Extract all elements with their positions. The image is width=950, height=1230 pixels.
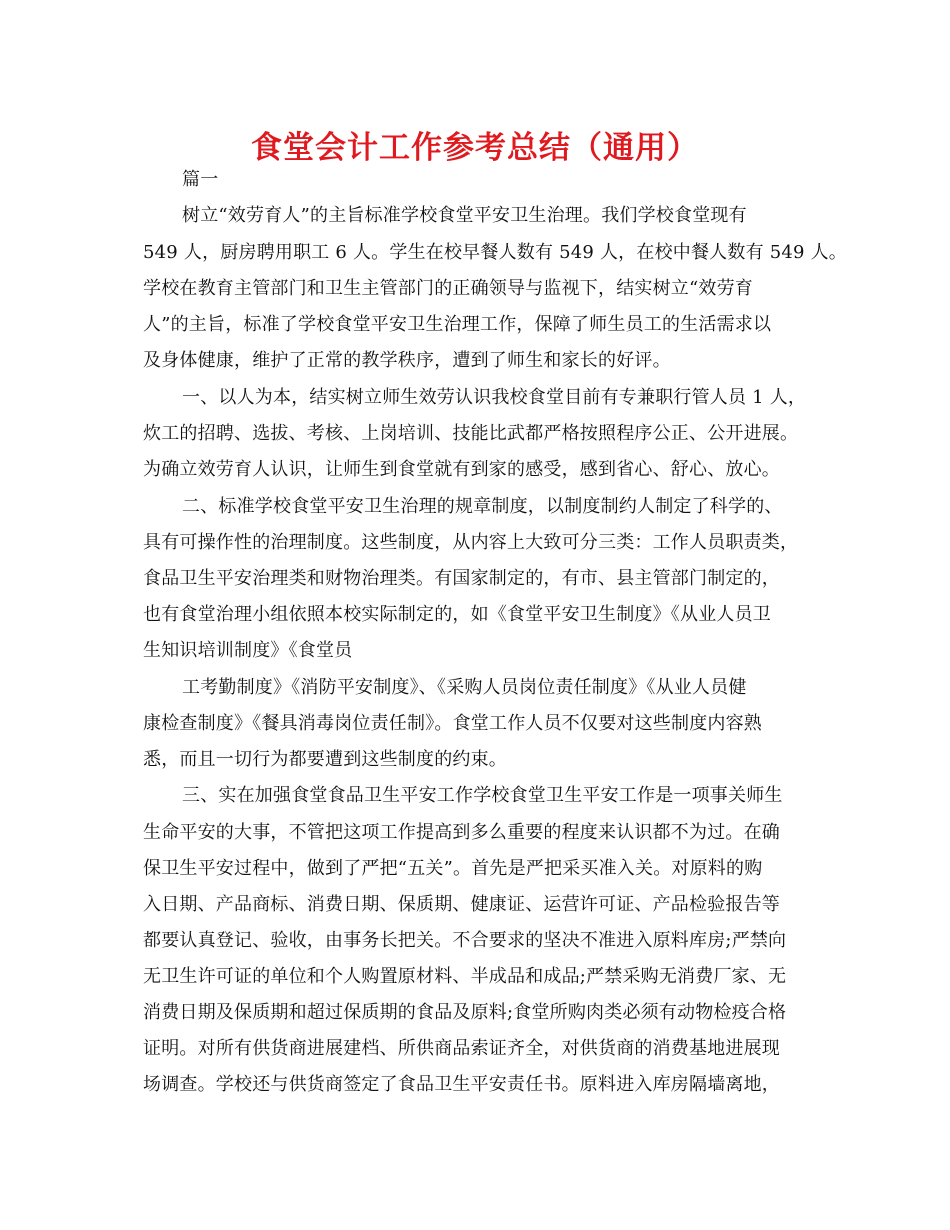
paragraph-line: 二、标准学校食堂平安卫生治理的规章制度，以制度制约人制定了科学的、	[182, 496, 783, 517]
paragraph-line: 炊工的招聘、选拔、考核、上岗培训、技能比武都严格按照程序公正、公开进展。	[143, 423, 799, 444]
paragraph-line: 人”的主旨，标准了学校食堂平安卫生治理工作，保障了师生员工的生活需求以	[143, 314, 772, 335]
paragraph-line: 场调查。学校还与供货商签定了食品卫生平安责任书。原料进入库房隔墙离地，	[143, 1074, 780, 1095]
paragraph-line: 学校在教育主管部门和卫生主管部门的正确领导与监视下，结实树立“效劳育	[143, 278, 753, 299]
paragraph-line: 三、实在加强食堂食品卫生平安工作学校食堂卫生平安工作是一项事关师生	[182, 785, 783, 806]
paragraph-line: 生命平安的大事，不管把这项工作提高到多么重要的程度来认识都不为过。在确	[143, 822, 780, 843]
paragraph-line: 食品卫生平安治理类和财物治理类。有国家制定的，有市、县主管部门制定的，	[143, 568, 780, 589]
paragraph-line: 无卫生许可证的单位和个人购置原材料、半成品和成品;严禁采购无消费厂家、无	[143, 966, 787, 987]
paragraph-line: 工考勤制度》《消防平安制度》、《采购人员岗位责任制度》《从业人员健	[182, 677, 747, 698]
paragraph-line: 生知识培训制度》《食堂员	[143, 640, 353, 661]
paragraph-line: 都要认真登记、验收，由事务长把关。不合要求的坚决不准进入原料库房;严禁向	[143, 930, 787, 951]
paragraph-line: 康检查制度》《餐具消毒岗位责任制》。食堂工作人员不仅要对这些制度内容熟	[143, 713, 762, 734]
document-title: 食堂会计工作参考总结（通用）	[251, 130, 699, 166]
paragraph-line: 消费日期及保质期和超过保质期的食品及原料;食堂所购肉类必须有动物检疫合格	[143, 1002, 787, 1023]
section-label: 篇一	[182, 169, 219, 190]
paragraph-line: 为确立效劳育人认识，让师生到食堂就有到家的感受，感到省心、舒心、放心。	[143, 459, 780, 480]
paragraph-line: 悉，而且一切行为都要遭到这些制度的约束。	[143, 749, 507, 770]
paragraph-line: 树立“效劳育人”的主旨标准学校食堂平安卫生治理。我们学校食堂现有	[182, 205, 747, 226]
paragraph-line: 入日期、产品商标、消费日期、保质期、健康证、运营许可证、产品检验报告等	[143, 894, 780, 915]
paragraph-line: 549 人，厨房聘用职工 6 人。学生在校早餐人数有 549 人，在校中餐人数有 549 人。	[143, 242, 847, 263]
paragraph-line: 具有可操作性的治理制度。这些制度，从内容上大致可分三类：工作人员职责类，	[143, 532, 799, 553]
paragraph-line: 也有食堂治理小组依照本校实际制定的，如《食堂平安卫生制度》《从业人员卫	[143, 604, 771, 625]
paragraph-line: 保卫生平安过程中，做到了严把“五关”。首先是严把采买准入关。对原料的购	[143, 858, 763, 879]
paragraph-line: 证明。对所有供货商进展建档、所供商品索证齐全，对供货商的消费基地进展现	[143, 1038, 780, 1059]
paragraph-line: 一、以人为本，结实树立师生效劳认识我校食堂目前有专兼职行管人员 1 人，	[182, 387, 807, 408]
paragraph-line: 及身体健康，维护了正常的教学秩序，遭到了师生和家长的好评。	[143, 350, 671, 371]
